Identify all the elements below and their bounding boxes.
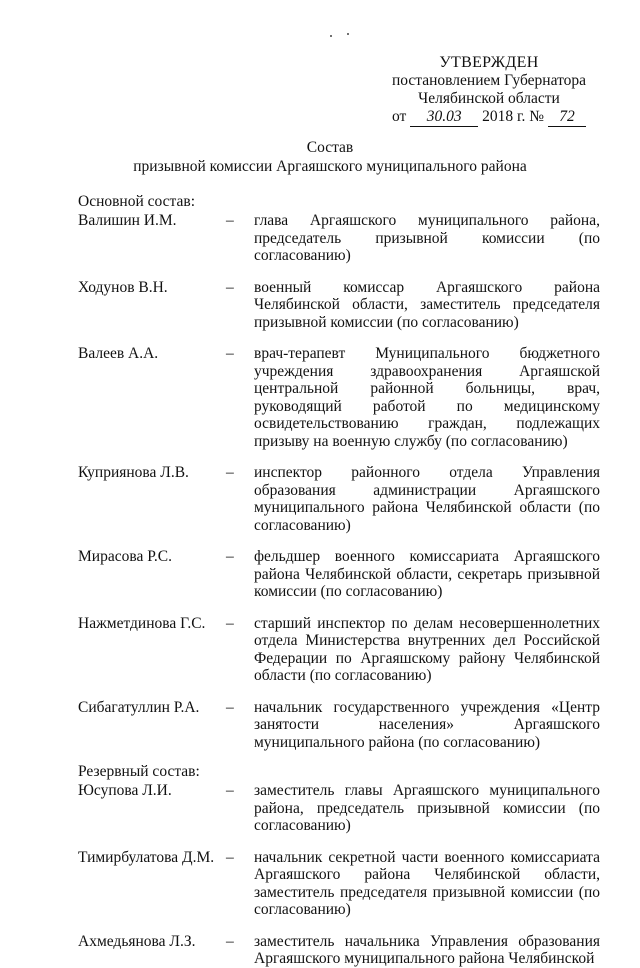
approval-stamp (378, 54, 600, 127)
member-row (78, 849, 600, 919)
member-dash: – (226, 698, 234, 716)
member-name: Ахмедьянова Л.З. (78, 932, 196, 950)
document-heading (60, 138, 600, 176)
member-dash: – (226, 782, 234, 799)
member-row (78, 933, 600, 968)
member-role: начальник государственного учреждения «Центр занятости населения» Аргаяшского муниципального района (по согласованию) (254, 698, 600, 751)
member-name: Тимирбулатова Д.М. (78, 848, 215, 866)
scan-speck (330, 35, 332, 37)
member-row (78, 699, 600, 752)
member-dash: – (226, 464, 234, 481)
approval-line-2: Челябинской области (418, 90, 560, 107)
member-name: Мирасова Р.С. (78, 548, 172, 565)
member-dash: – (226, 614, 234, 632)
approval-date: 30.03 (410, 108, 478, 127)
main-section-label: Основной состав: (78, 193, 196, 210)
member-role: заместитель начальника Управления образования Аргаяшского муниципального района Челябинской (254, 932, 600, 967)
approval-number: 72 (548, 108, 586, 127)
member-role: врач-терапевт Муниципального бюджетного учреждения здравоохранения Аргаяшской центральной районной больницы, врач, руководящий работой по медицинскому освидетельствованию граждан, подлежащих призыву на военную службу (по согласованию) (254, 345, 600, 450)
approval-prefix: от (392, 108, 407, 125)
member-name: Ходунов В.Н. (78, 278, 168, 296)
member-row (78, 548, 600, 601)
approval-year: 2018 г. № (482, 108, 545, 125)
scan-speck (347, 33, 349, 35)
member-name: Куприянова Л.В. (78, 464, 189, 481)
approval-title: УТВЕРЖДЕН (439, 54, 539, 71)
member-dash: – (226, 932, 234, 950)
member-row (78, 279, 600, 332)
approval-line-1: постановлением Губернатора (391, 72, 587, 89)
member-role: начальник секретной части военного комиссариата Аргаяшского района Челябинской области, заместитель председателя призывной комиссии (по согласованию) (254, 848, 600, 918)
member-dash: – (226, 548, 234, 565)
member-name: Сибагатуллин Р.А. (78, 698, 200, 716)
member-row (78, 782, 600, 835)
member-row (78, 464, 600, 534)
commission-list (78, 193, 600, 968)
heading-line-2: призывной комиссии Аргаяшского муниципального района (133, 158, 527, 175)
member-role: заместитель главы Аргаяшского муниципального района, председатель призывной комиссии (по согласованию) (254, 782, 600, 834)
member-row (78, 615, 600, 685)
member-dash: – (226, 345, 234, 362)
member-role: фельдшер военного комиссариата Аргаяшского района Челябинской области, секретарь призывной комиссии (по согласованию) (254, 548, 600, 600)
member-name: Нажметдинова Г.С. (78, 614, 206, 632)
member-name: Валеев А.А. (78, 345, 159, 362)
reserve-section-label: Резервный состав: (78, 763, 200, 780)
member-name: Валишин И.М. (78, 212, 177, 229)
member-role: военный комиссар Аргаяшского района Челябинской области, заместитель председателя призывной комиссии (по согласованию) (254, 278, 600, 331)
member-dash: – (226, 848, 234, 866)
heading-line-1: Состав (306, 139, 354, 156)
member-dash: – (226, 212, 234, 229)
member-row (78, 212, 600, 265)
member-role: глава Аргаяшского муниципального района, председатель призывной комиссии (по согласованию) (254, 212, 600, 264)
member-dash: – (226, 278, 234, 296)
member-role: инспектор районного отдела Управления образования администрации Аргаяшского муниципального района Челябинской области (по согласованию) (254, 464, 600, 534)
member-row (78, 345, 600, 450)
member-name: Юсупова Л.И. (78, 782, 172, 799)
member-role: старший инспектор по делам несовершеннолетних отдела Министерства внутренних дел Российской Федерации по Аргаяшскому району Челябинской области (по согласованию) (254, 614, 600, 684)
approval-date-line (378, 108, 600, 127)
